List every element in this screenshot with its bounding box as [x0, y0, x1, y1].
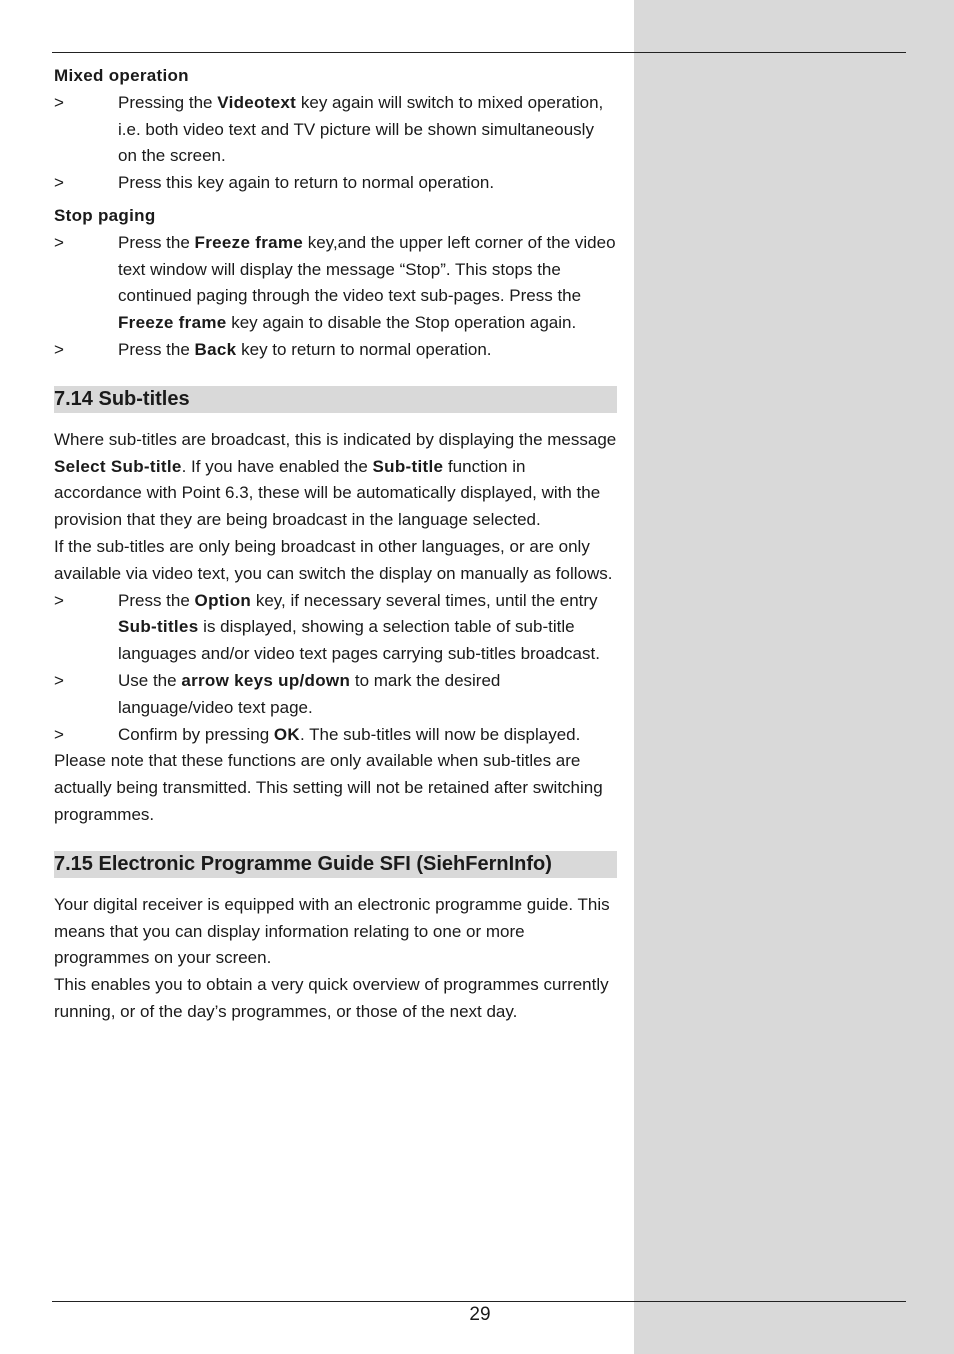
item-text: Press the Back key to return to normal operation. — [118, 339, 492, 359]
key-name: Select Sub-title — [54, 456, 182, 476]
paragraph: This enables you to obtain a very quick overview of programmes currently running, or of the day’s programmes, or those of the next day. — [54, 975, 609, 1021]
bullet-marker: > — [54, 590, 64, 610]
key-name: Back — [194, 339, 237, 359]
key-name: arrow keys up/down — [181, 670, 351, 690]
item-text: Press the Option key, if necessary several times, until the entry Sub-titles is displayed, showing a selection table of sub-title languages and/or video text pages carrying sub-titles broadcast. — [118, 590, 600, 664]
item-text: Press the Freeze frame key,and the upper left corner of the video text window will display the message “Stop”. This stops the continued paging through the video text sub-pages. Press the Freeze frame key again to disable the Stop operation again. — [118, 232, 616, 333]
bullet-marker: > — [54, 670, 64, 690]
key-name: OK — [273, 724, 300, 744]
list-item — [54, 722, 617, 749]
key-name: Freeze frame — [194, 232, 304, 252]
list-item — [54, 337, 617, 364]
item-text: Confirm by pressing OK. The sub-titles will now be displayed. — [118, 724, 581, 744]
paragraph: Where sub-titles are broadcast, this is indicated by displaying the message Select Sub-title. If you have enabled the Sub-title function in accordance with Point 6.3, these will be automatically displayed, with the provision that they are being broadcast in the language selected. — [54, 429, 617, 530]
bullet-marker: > — [54, 173, 64, 193]
list-item — [54, 230, 617, 337]
key-name: Option — [194, 590, 252, 610]
bullet-marker: > — [54, 92, 64, 112]
page-number: 29 — [469, 1304, 491, 1325]
paragraph: Your digital receiver is equipped with an electronic programme guide. This means that you can display information relating to one or more programmes on your screen. — [54, 894, 610, 968]
bullet-marker: > — [54, 339, 64, 359]
list-item — [54, 588, 617, 668]
stop-paging-heading: Stop paging — [54, 205, 156, 225]
section-heading-epg: 7.15 Electronic Programme Guide SFI (SiehFernInfo) — [54, 851, 617, 878]
item-text: Use the arrow keys up/down to mark the desired language/video text page. — [118, 670, 501, 717]
page-content — [54, 63, 617, 1026]
list-item — [54, 170, 617, 197]
bullet-marker: > — [54, 232, 64, 252]
item-text: Press this key again to return to normal operation. — [118, 173, 495, 193]
paragraph: Please note that these functions are only available when sub-titles are actually being transmitted. This setting will not be retained after switching programmes. — [54, 751, 603, 824]
paragraph: If the sub-titles are only being broadcast in other languages, or are only available via video text, you can switch the display on manually as follows. — [54, 536, 613, 583]
list-item — [54, 90, 617, 170]
key-name: Freeze frame — [118, 313, 227, 333]
footer-rule — [52, 1301, 906, 1302]
mixed-operation-heading: Mixed operation — [54, 66, 189, 85]
item-text: Pressing the Videotext key again will switch to mixed operation, i.e. both video text and TV picture will be shown simultaneously on the screen. — [118, 92, 604, 166]
header-rule — [52, 52, 906, 53]
key-name: Sub-titles — [118, 617, 199, 637]
page-margin-band — [634, 0, 954, 1354]
key-name: Videotext — [217, 92, 297, 112]
list-item — [54, 668, 617, 722]
bullet-marker: > — [54, 724, 64, 744]
key-name: Sub-title — [372, 456, 444, 476]
section-heading-subtitles: 7.14 Sub-titles — [54, 386, 617, 413]
